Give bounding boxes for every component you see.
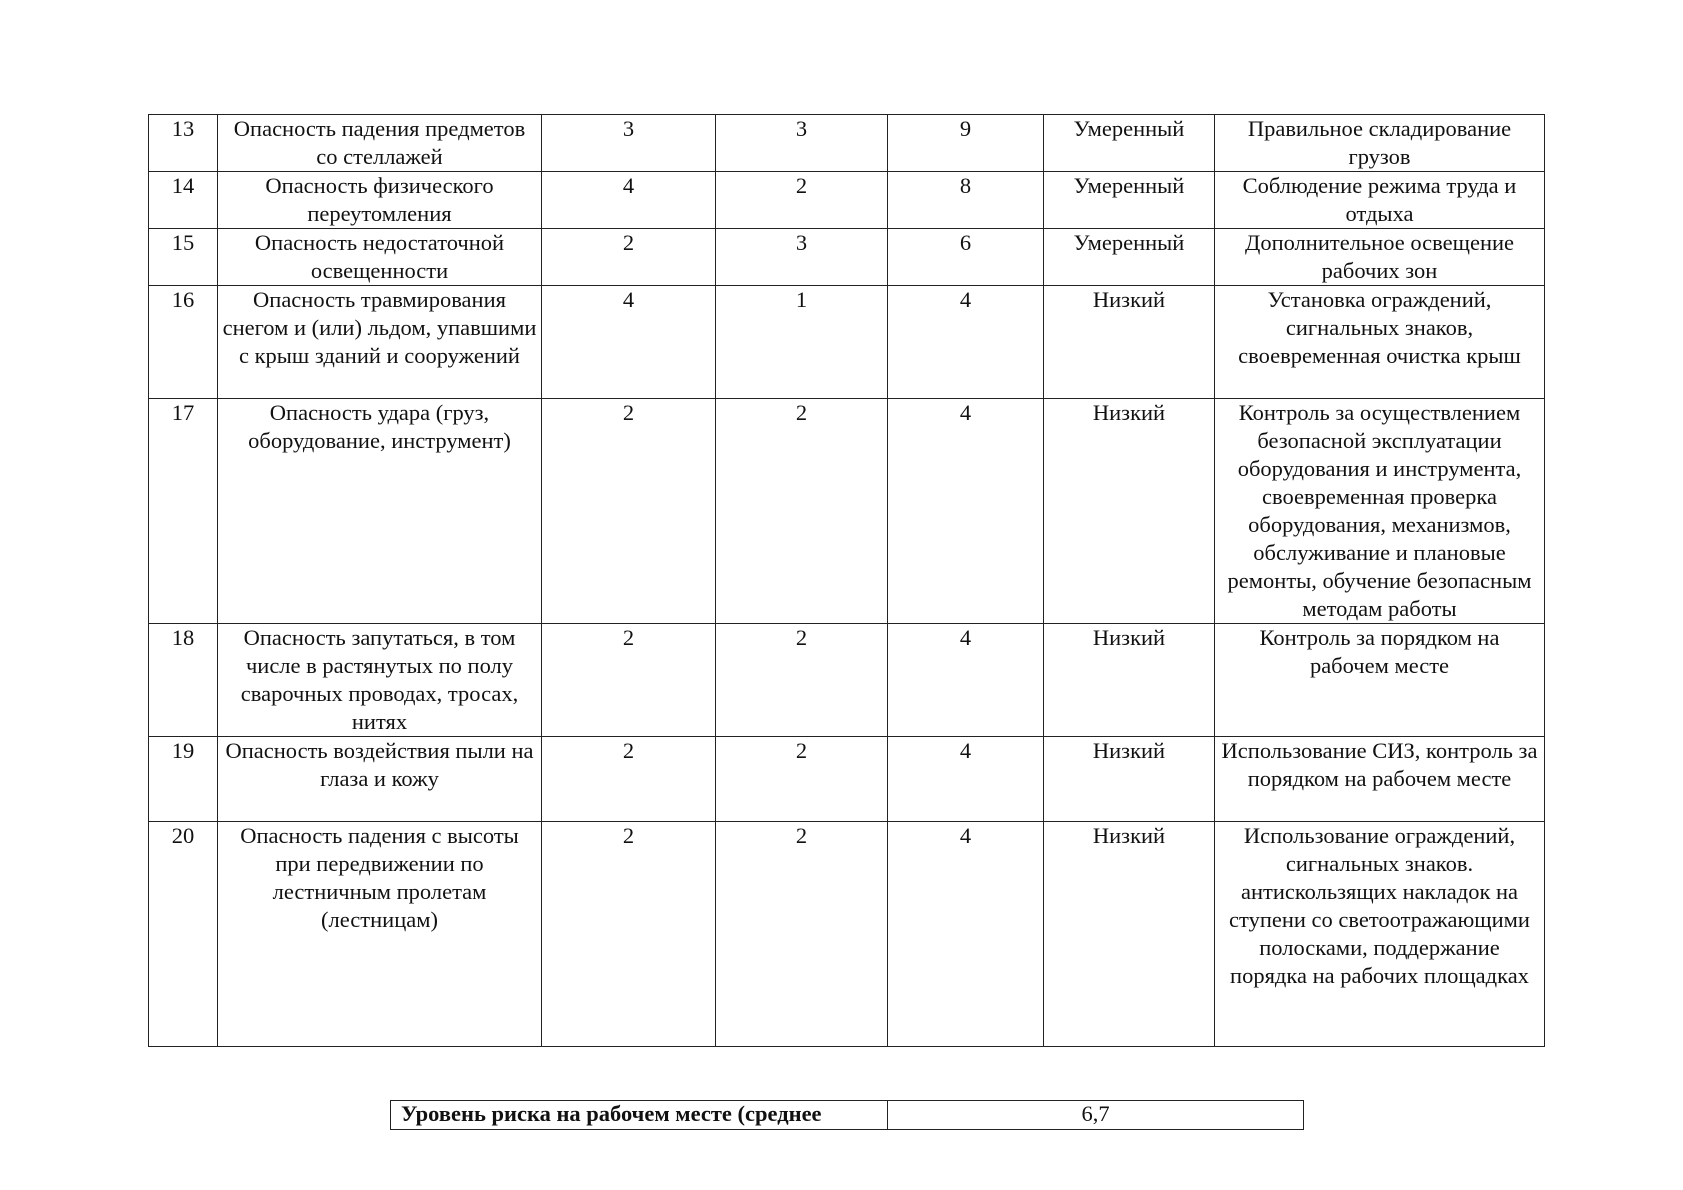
row-number: 13: [149, 115, 218, 172]
table-row: [149, 286, 1545, 399]
probability-value: 4: [542, 172, 716, 229]
probability-value: 2: [542, 822, 716, 1047]
severity-value: 3: [716, 229, 888, 286]
severity-value: 2: [716, 822, 888, 1047]
row-number: 19: [149, 737, 218, 822]
severity-value: 2: [716, 624, 888, 737]
table-row: [149, 399, 1545, 624]
hazard-description: Опасность запутаться, в том числе в растянутых по полу сварочных проводах, тросах, нитях: [218, 624, 542, 737]
table-row: [149, 737, 1545, 822]
row-number: 17: [149, 399, 218, 624]
summary-label: Уровень риска на рабочем месте (среднее: [391, 1101, 888, 1130]
row-number: 18: [149, 624, 218, 737]
summary-row: [391, 1101, 1304, 1130]
risk-summary-table: [390, 1100, 1304, 1130]
risk-score: 4: [888, 286, 1044, 399]
control-measure: Дополнительное освещение рабочих зон: [1215, 229, 1545, 286]
probability-value: 3: [542, 115, 716, 172]
risk-level: Низкий: [1044, 822, 1215, 1047]
control-measure: Соблюдение режима труда и отдыха: [1215, 172, 1545, 229]
risk-score: 4: [888, 624, 1044, 737]
hazard-description: Опасность воздействия пыли на глаза и кожу: [218, 737, 542, 822]
risk-score: 8: [888, 172, 1044, 229]
risk-level: Низкий: [1044, 286, 1215, 399]
table-row: [149, 172, 1545, 229]
risk-level: Низкий: [1044, 737, 1215, 822]
hazard-description: Опасность удара (груз, оборудование, инструмент): [218, 399, 542, 624]
table-row: [149, 229, 1545, 286]
row-number: 15: [149, 229, 218, 286]
table-row: [149, 624, 1545, 737]
table-row: [149, 115, 1545, 172]
risk-score: 6: [888, 229, 1044, 286]
control-measure: Контроль за осуществлением безопасной эксплуатации оборудования и инструмента, своевременная проверка оборудования, механизмов, обслуживание и плановые ремонты, обучение безопасным методам работы: [1215, 399, 1545, 624]
severity-value: 3: [716, 115, 888, 172]
risk-level: Умеренный: [1044, 172, 1215, 229]
severity-value: 1: [716, 286, 888, 399]
row-number: 14: [149, 172, 218, 229]
risk-assessment-table: [148, 114, 1545, 1047]
control-measure: Установка ограждений, сигнальных знаков, своевременная очистка крыш: [1215, 286, 1545, 399]
hazard-description: Опасность падения с высоты при передвижении по лестничным пролетам (лестницам): [218, 822, 542, 1047]
probability-value: 2: [542, 399, 716, 624]
probability-value: 4: [542, 286, 716, 399]
risk-score: 4: [888, 399, 1044, 624]
severity-value: 2: [716, 737, 888, 822]
hazard-description: Опасность падения предметов со стеллажей: [218, 115, 542, 172]
risk-level: Низкий: [1044, 624, 1215, 737]
risk-score: 4: [888, 737, 1044, 822]
control-measure: Использование СИЗ, контроль за порядком на рабочем месте: [1215, 737, 1545, 822]
row-number: 20: [149, 822, 218, 1047]
control-measure: Контроль за порядком на рабочем месте: [1215, 624, 1545, 737]
risk-level: Умеренный: [1044, 115, 1215, 172]
severity-value: 2: [716, 399, 888, 624]
risk-score: 9: [888, 115, 1044, 172]
hazard-description: Опасность недостаточной освещенности: [218, 229, 542, 286]
hazard-description: Опасность физического переутомления: [218, 172, 542, 229]
summary-value: 6,7: [888, 1101, 1304, 1130]
row-number: 16: [149, 286, 218, 399]
control-measure: Использование ограждений, сигнальных знаков. антискользящих накладок на ступени со светоотражающими полосками, поддержание порядка на рабочих площадках: [1215, 822, 1545, 1047]
hazard-description: Опасность травмирования снегом и (или) льдом, упавшими с крыш зданий и сооружений: [218, 286, 542, 399]
risk-level: Умеренный: [1044, 229, 1215, 286]
risk-level: Низкий: [1044, 399, 1215, 624]
probability-value: 2: [542, 624, 716, 737]
severity-value: 2: [716, 172, 888, 229]
risk-score: 4: [888, 822, 1044, 1047]
probability-value: 2: [542, 737, 716, 822]
probability-value: 2: [542, 229, 716, 286]
control-measure: Правильное складирование грузов: [1215, 115, 1545, 172]
table-row: [149, 822, 1545, 1047]
